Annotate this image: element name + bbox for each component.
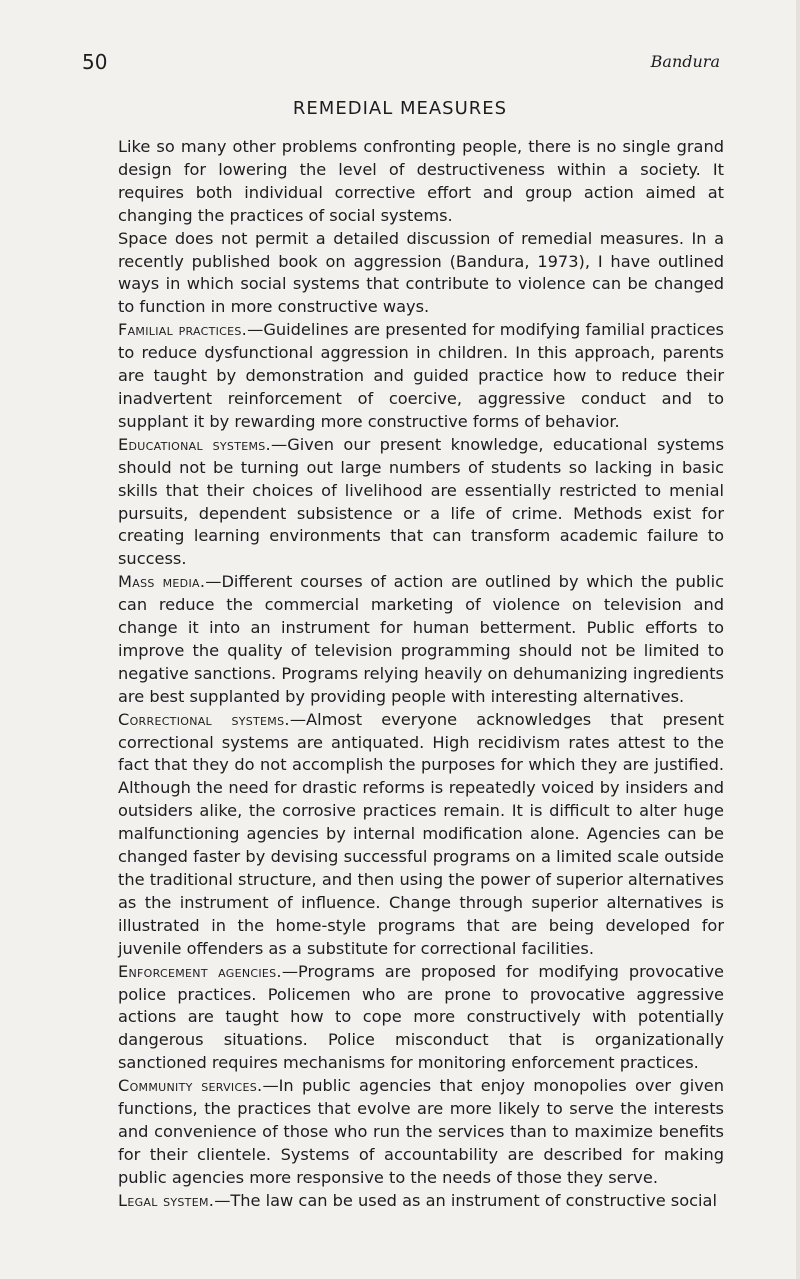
paragraph	[118, 1075, 724, 1190]
running-head: Bandura	[650, 52, 720, 71]
paragraph-text: —Guidelines are presented for modifying familial practices to reduce dysfunctional aggression in children. In this approach, parents are taught by demonstration and guided practice how to reduce their inadvertent reinforcement of coercive, aggressive conduct and to supplant it by rewarding more constructive forms of behavior.	[118, 320, 724, 431]
paragraph-lead: Correctional systems.	[118, 709, 290, 729]
paragraph-text: Like so many other problems confronting people, there is no single grand design for lowering the level of destructiveness within a society. It requires both individual corrective effort and group action aimed at changing the practices of social systems.	[118, 137, 724, 225]
page-edge	[796, 0, 800, 1279]
paragraph-text: —The law can be used as an instrument of constructive social	[214, 1190, 717, 1210]
paragraph	[118, 228, 724, 320]
paragraph-text: —Programs are proposed for modifying provocative police practices. Policemen who are prone to provocative aggressive actions are taught how to cope more constructively with potentially dangerous situations. Police misconduct that is organizationally sanctioned requires mechanisms for monitoring enforcement practices.	[118, 961, 724, 1073]
paragraph-text: —Different courses of action are outlined by which the public can reduce the commercial marketing of violence on television and change it into an instrument for human betterment. Public efforts to improve the quality of television programming should not be limited to negative sanctions. Programs relying heavily on dehumanizing ingredients are best supplanted by providing people with interesting alternatives.	[118, 572, 725, 706]
paragraph	[118, 434, 724, 571]
paragraph	[118, 961, 724, 1076]
page-number: 50	[82, 50, 108, 74]
paragraph-lead: Educational systems.	[118, 434, 271, 454]
paragraph-text: —In public agencies that enjoy monopolies over given functions, the practices that evolve are more likely to serve the interests and convenience of those who run the services than to maximize benefits for their clientele. Systems of accountability are described for making public agencies more responsive to the needs of those they serve.	[118, 1076, 724, 1187]
paragraph-lead: Community services.	[118, 1076, 263, 1096]
paragraph-text: —Given our present knowledge, educational systems should not be turning out large numbers of students so lacking in basic skills that their choices of livelihood are essentially restricted to menial pursuits, dependent subsistence or a life of crime. Methods exist for creating learning environments that can transform academic failure to success.	[118, 434, 725, 569]
paragraph-lead: Enforcement agencies.	[118, 961, 282, 981]
paragraph-lead: Legal system.	[118, 1190, 215, 1210]
paragraph-text: Space does not permit a detailed discussion of remedial measures. In a recently published book on aggression (Bandura, 1973), I have outlined ways in which social systems that contribute to violence can be changed to function in more constructive ways.	[118, 228, 724, 317]
paragraph-lead: Familial practices.	[118, 320, 248, 340]
page-header	[82, 50, 720, 80]
paragraph-text: —Almost everyone acknowledges that present correctional systems are antiquated. High recidivism rates attest to the fact that they do not accomplish the purposes for which they are justified. Although the need for drastic reforms is repeatedly voiced by insiders and outsiders alike, the corrosive practices remain. It is difficult to alter huge malfunctioning agencies by internal modification alone. Agencies can be changed faster by devising successful programs on a limited scale outside the traditional structure, and then using the power of superior alternatives as the instrument of influence. Change through superior alternatives is illustrated in the home-style programs that are being developed for juvenile offenders as a substitute for correctional facilities.	[118, 709, 724, 958]
paragraph	[118, 709, 724, 961]
paragraph-lead: Mass media.	[118, 572, 206, 592]
paragraph	[118, 319, 724, 434]
section-title: REMEDIAL MEASURES	[292, 98, 508, 119]
paragraph	[118, 136, 724, 228]
paragraph	[118, 571, 724, 708]
body-text	[118, 136, 724, 1213]
paragraph	[118, 1190, 724, 1213]
